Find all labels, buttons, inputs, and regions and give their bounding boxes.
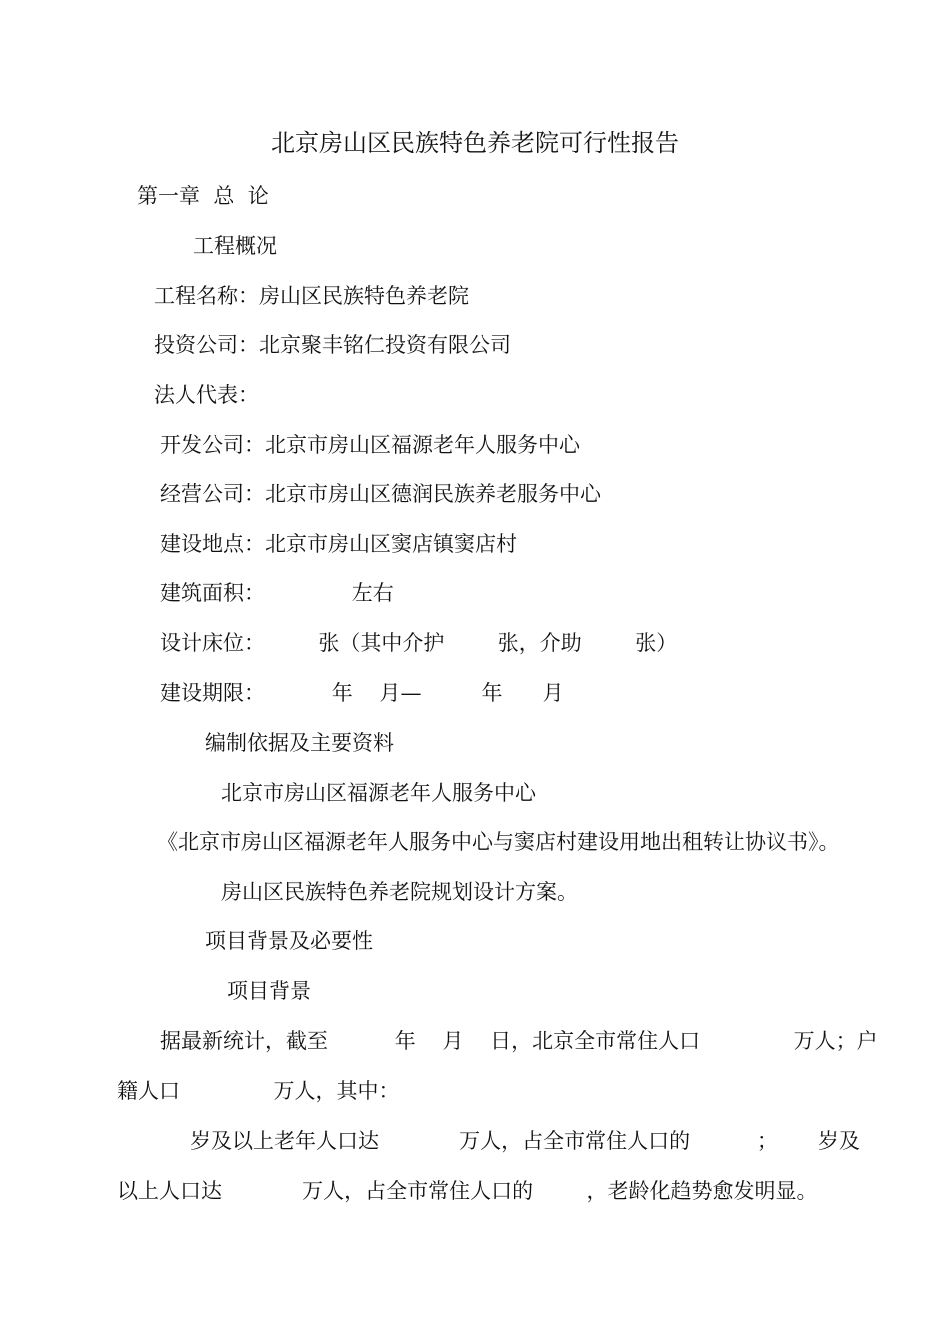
paragraph-1-line-1: 据最新统计，截至 年 月 日，北京全市常住人口 万人；户 — [160, 1029, 878, 1053]
document-title: 北京房山区民族特色养老院可行性报告 — [271, 129, 679, 157]
section-heading-background: 项目背景及必要性 — [205, 929, 373, 953]
basis-item-1: 北京市房山区福源老年人服务中心 — [221, 781, 536, 805]
basis-item-2: 《北京市房山区福源老年人服务中心与窦店村建设用地出租转让协议书》。 — [157, 830, 840, 854]
basis-item-3: 房山区民族特色养老院规划设计方案。 — [221, 880, 578, 904]
subsection-heading-background: 项目背景 — [227, 979, 311, 1003]
section-heading-overview: 工程概况 — [193, 234, 277, 258]
field-developer: 开发公司：北京市房山区福源老年人服务中心 — [160, 433, 580, 457]
field-period: 建设期限： 年 月— 年 月 — [160, 681, 564, 705]
field-location: 建设地点：北京市房山区窦店镇窦店村 — [160, 532, 517, 556]
field-area: 建筑面积： 左右 — [160, 581, 394, 605]
field-beds: 设计床位： 张（其中介护 张，介助 张） — [160, 631, 678, 655]
section-heading-basis: 编制依据及主要资料 — [205, 731, 394, 755]
field-operator: 经营公司：北京市房山区德润民族养老服务中心 — [160, 482, 601, 506]
paragraph-1-line-2: 籍人口 万人，其中： — [117, 1079, 400, 1103]
field-investor: 投资公司：北京聚丰铭仁投资有限公司 — [154, 333, 511, 357]
chapter-heading: 第一章 总 论 — [137, 184, 269, 208]
field-legal-rep: 法人代表： — [154, 383, 259, 407]
paragraph-2-line-1: 岁及以上老年人口达 万人，占全市常住人口的 ； 岁及 — [190, 1129, 860, 1153]
paragraph-2-line-2: 以上人口达 万人，占全市常住人口的 ，老龄化趋势愈发明显。 — [117, 1179, 818, 1203]
field-project-name: 工程名称：房山区民族特色养老院 — [154, 284, 469, 308]
